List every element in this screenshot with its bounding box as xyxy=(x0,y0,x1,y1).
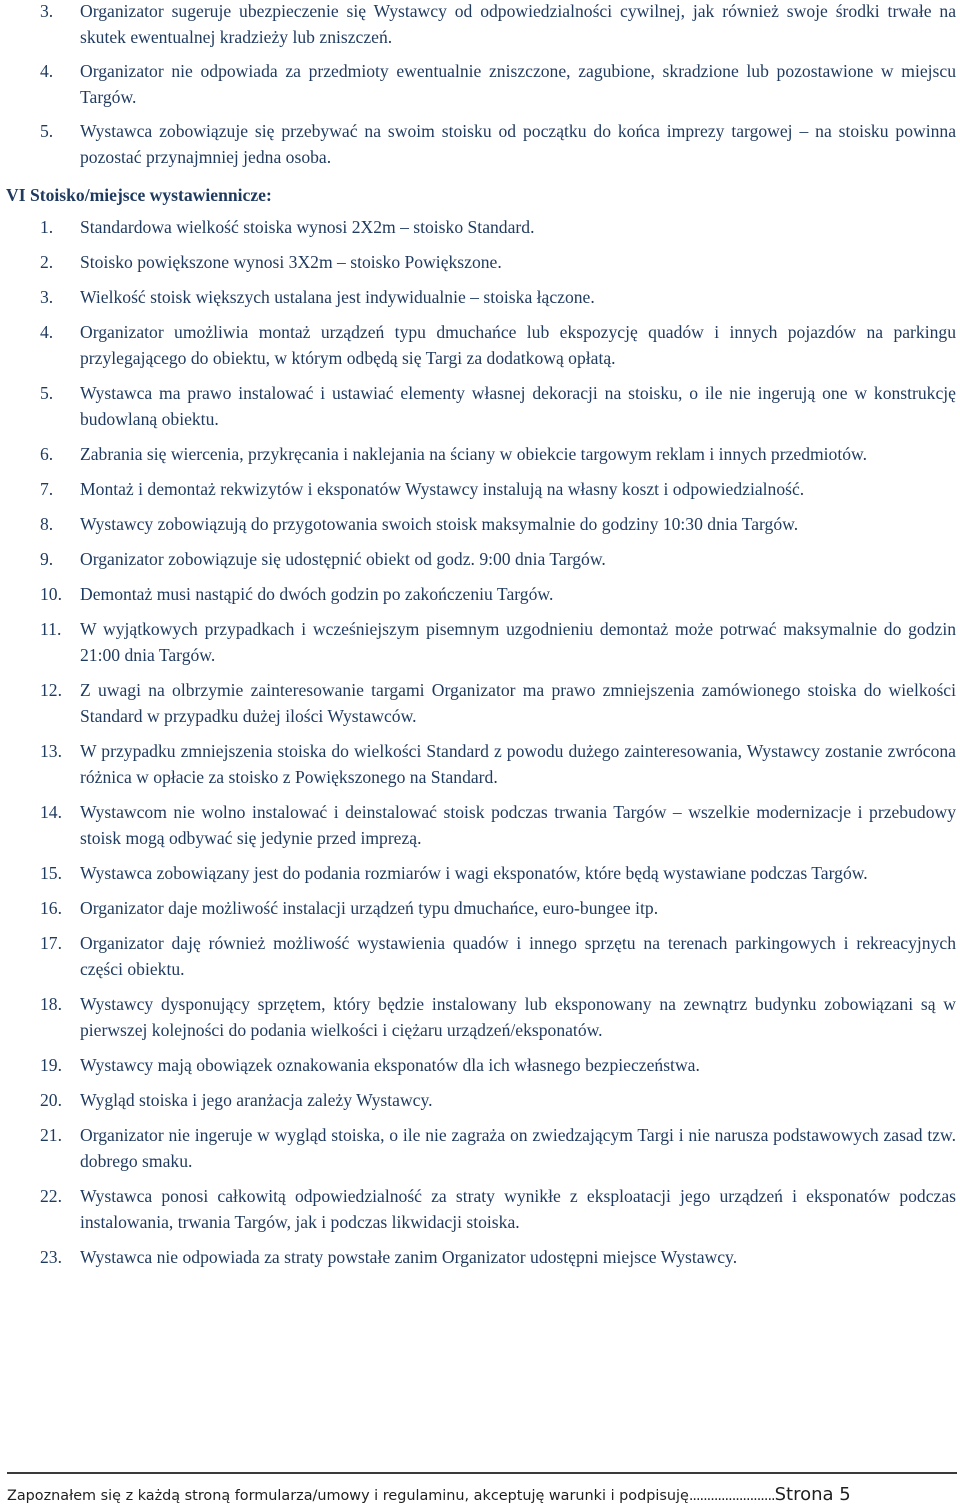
section-v-list xyxy=(40,0,956,170)
item-text: Organizator daje możliwość instalacji urządzeń typu dmuchańce, euro-bungee itp. xyxy=(80,898,659,918)
item-number: 4. xyxy=(40,61,54,81)
list-item xyxy=(40,441,956,467)
list-item xyxy=(40,677,956,729)
item-text: Zabrania się wiercenia, przykręcania i naklejania na ściany w obiekcie targowym reklam i innych przedmiotów. xyxy=(80,444,868,464)
list-item xyxy=(40,546,956,572)
item-text: Wystawca zobowiązuje się przebywać na swoim stoisku od początku do końca imprezy targowej – na stoisku powinna pozostać przynajmniej jedna osoba. xyxy=(80,121,956,167)
item-text: W wyjątkowych przypadkach i wcześniejszym pisemnym uzgodnieniu demontaż może potrwać maksymalnie do godzin 21:00 dnia Targów. xyxy=(80,619,956,665)
list-item xyxy=(40,58,956,110)
list-item xyxy=(40,860,956,886)
item-number: 14. xyxy=(40,802,62,822)
list-item xyxy=(40,511,956,537)
list-item xyxy=(40,1183,956,1235)
item-text: Stoisko powiększone wynosi 3X2m – stoisko Powiększone. xyxy=(80,252,502,272)
list-item xyxy=(40,214,956,240)
item-number: 19. xyxy=(40,1055,62,1075)
item-text: Wystawca ponosi całkowitą odpowiedzialność za straty wynikłe z eksploatacji jego urządzeń i eksponatów podczas instalowania, trwania Targów, jak i podczas likwidacji stoiska. xyxy=(80,1186,956,1232)
item-number: 17. xyxy=(40,933,62,953)
item-number: 6. xyxy=(40,444,54,464)
list-item xyxy=(40,476,956,502)
list-item xyxy=(40,319,956,371)
item-text: Organizator nie odpowiada za przedmioty ewentualnie zniszczone, zagubione, skradzione lub pozostawione w miejscu Targów. xyxy=(80,61,956,107)
item-text: Wielkość stoisk większych ustalana jest indywidualnie – stoiska łączone. xyxy=(80,287,595,307)
list-item xyxy=(40,118,956,170)
footer-statement: Zapoznałem się z każdą stroną formularza/umowy i regulaminu, akceptuję warunki i podpisuję xyxy=(7,1488,689,1504)
item-text: W przypadku zmniejszenia stoiska do wielkości Standard z powodu dużego zainteresowania, Wystawcy zostanie zwrócona różnica w opłacie za stoisko z Powiększonego na Standard. xyxy=(80,741,956,787)
item-text: Organizator zobowiązuje się udostępnić obiekt od godz. 9:00 dnia Targów. xyxy=(80,549,606,569)
item-number: 18. xyxy=(40,994,62,1014)
item-text: Z uwagi na olbrzymie zainteresowanie targami Organizator ma prawo zmniejszenia zamówionego stoiska do wielkości Standard w przypadku dużej ilości Wystawców. xyxy=(80,680,956,726)
item-text: Organizator nie ingeruje w wygląd stoiska, o ile nie zagraża on zwiedzającym Targi i nie narusza podstawowych zasad tzw. dobrego smaku. xyxy=(80,1125,956,1171)
item-text: Wystawcy zobowiązują do przygotowania swoich stoisk maksymalnie do godziny 10:30 dnia Targów. xyxy=(80,514,799,534)
list-item xyxy=(40,0,956,50)
item-text: Wystawca ma prawo instalować i ustawiać elementy własnej dekoracji na stoisku, o ile nie ingerują one w konstrukcję budowlaną obiektu. xyxy=(80,383,956,429)
page-number: Strona 5 xyxy=(774,1484,851,1505)
section-vi-list xyxy=(40,214,956,1270)
item-number: 15. xyxy=(40,863,62,883)
list-item xyxy=(40,284,956,310)
list-item xyxy=(40,991,956,1043)
list-item xyxy=(40,1122,956,1174)
item-number: 1. xyxy=(40,217,54,237)
list-item xyxy=(40,799,956,851)
item-number: 21. xyxy=(40,1125,62,1145)
item-text: Wystawca zobowiązany jest do podania rozmiarów i wagi eksponatów, które będą wystawiane podczas Targów. xyxy=(80,863,868,883)
item-number: 8. xyxy=(40,514,54,534)
item-text: Demontaż musi nastąpić do dwóch godzin po zakończeniu Targów. xyxy=(80,584,554,604)
footer-divider xyxy=(7,1472,957,1474)
list-item xyxy=(40,380,956,432)
list-item xyxy=(40,1052,956,1078)
item-number: 9. xyxy=(40,549,54,569)
item-text: Organizator daję również możliwość wystawienia quadów i innego sprzętu na terenach parkingowych i rekreacyjnych części obiektu. xyxy=(80,933,956,979)
item-number: 12. xyxy=(40,680,62,700)
list-item xyxy=(40,581,956,607)
page-footer xyxy=(7,1481,957,1509)
list-item xyxy=(40,895,956,921)
item-number: 5. xyxy=(40,383,54,403)
item-text: Montaż i demontaż rekwizytów i eksponatów Wystawcy instalują na własny koszt i odpowiedzialność. xyxy=(80,479,805,499)
list-item xyxy=(40,738,956,790)
item-text: Wystawcy mają obowiązek oznakowania eksponatów dla ich własnego bezpieczeństwa. xyxy=(80,1055,700,1075)
item-text: Standardowa wielkość stoiska wynosi 2X2m – stoisko Standard. xyxy=(80,217,535,237)
item-text: Wystawcom nie wolno instalować i deinstalować stoisk podczas trwania Targów – wszelkie modernizacje i przebudowy stoisk mogą odbywać się jedynie przed imprezą. xyxy=(80,802,956,848)
list-item xyxy=(40,1244,956,1270)
item-number: 2. xyxy=(40,252,54,272)
item-number: 3. xyxy=(40,1,54,21)
item-text: Wygląd stoiska i jego aranżacja zależy Wystawcy. xyxy=(80,1090,433,1110)
item-number: 22. xyxy=(40,1186,62,1206)
section-heading: VI Stoisko/miejsce wystawiennicze: xyxy=(6,185,272,205)
item-number: 4. xyxy=(40,322,54,342)
list-item xyxy=(40,1087,956,1113)
list-item xyxy=(40,616,956,668)
list-item xyxy=(40,249,956,275)
item-number: 7. xyxy=(40,479,54,499)
item-text: Organizator umożliwia montaż urządzeń typu dmuchańce lub ekspozycję quadów i innych pojazdów na parkingu przylegającego do obiektu, w którym odbędą się Targi za dodatkową opłatą. xyxy=(80,322,956,368)
item-number: 23. xyxy=(40,1247,62,1267)
item-number: 13. xyxy=(40,741,62,761)
signature-dots: ........................ xyxy=(688,1488,775,1504)
item-text: Organizator sugeruje ubezpieczenie się Wystawcy od odpowiedzialności cywilnej, jak również swoje środki trwałe na skutek ewentualnej kradzieży lub zniszczeń. xyxy=(80,1,956,47)
item-number: 16. xyxy=(40,898,62,918)
item-text: Wystawcy dysponujący sprzętem, który będzie instalowany lub eksponowany na zewnątrz budynku zobowiązani są w pierwszej kolejności do podania wielkości i ciężaru urządzeń/eksponatów. xyxy=(80,994,956,1040)
item-text: Wystawca nie odpowiada za straty powstałe zanim Organizator udostępni miejsce Wystawcy. xyxy=(80,1247,738,1267)
item-number: 11. xyxy=(40,619,62,639)
item-number: 3. xyxy=(40,287,54,307)
list-item xyxy=(40,930,956,982)
item-number: 20. xyxy=(40,1090,62,1110)
item-number: 10. xyxy=(40,584,62,604)
item-number: 5. xyxy=(40,121,54,141)
